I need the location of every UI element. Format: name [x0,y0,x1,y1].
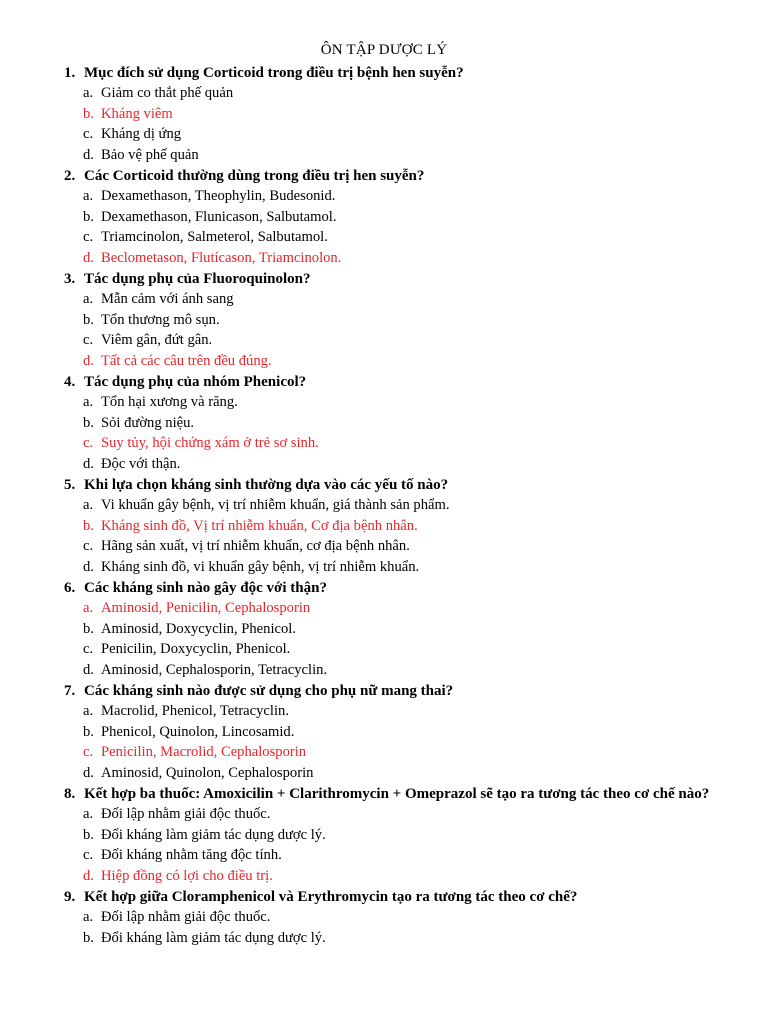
question-heading [64,680,744,701]
question-heading [64,886,744,907]
option-text: Bảo vệ phế quản [101,146,199,163]
option-text: Aminosid, Doxycyclin, Phenicol. [101,620,296,637]
question-number: 4. [64,374,76,390]
answer-option [64,928,744,949]
option-text: Tổn hại xương và răng. [101,394,238,410]
option-letter: c. [83,435,94,451]
question-number: 6. [64,580,76,596]
question-heading [64,577,744,598]
option-text: Hiệp đồng có lợi cho điều trị. [101,867,273,884]
question-1 [64,62,744,165]
option-text: Sỏi đường niệu. [101,414,195,431]
question-text: Kết hợp ba thuốc: Amoxicilin + Clarithromycin + Omeprazol sẽ tạo ra tương tác theo cơ chế nào? [84,786,710,802]
correct-answer-option [64,248,744,269]
option-letter: a. [83,85,94,101]
option-letter: a. [83,600,94,616]
option-letter: b. [83,208,94,225]
option-letter: b. [83,414,94,431]
correct-answer-option [64,516,744,537]
option-text: Kháng viêm [101,105,173,122]
question-9 [64,886,744,948]
answer-option [64,413,744,434]
option-letter: a. [83,497,94,513]
correct-answer-option [64,598,744,619]
option-text: Beclometason, Flutícason, Triamcinolon. [101,249,342,266]
option-text: Kháng sinh đồ, vi khuẩn gây bệnh, vị trí nhiễm khuẩn. [101,558,420,575]
answer-option [64,454,744,475]
question-6 [64,577,744,680]
answer-option [64,330,744,351]
option-text: Đối kháng làm giảm tác dụng dược lý. [101,929,326,946]
option-text: Aminosid, Quinolon, Cephalosporin [101,764,314,781]
option-text: Mẫn cảm với ánh sang [101,291,234,307]
option-letter: d. [83,455,94,472]
question-text: Tác dụng phụ của Fluoroquinolon? [84,271,311,287]
option-letter: a. [83,909,94,925]
option-letter: b. [83,105,94,122]
option-text: Tổn thương mô sụn. [101,311,220,328]
answer-option [64,660,744,681]
answer-option [64,145,744,166]
option-letter: d. [83,146,94,163]
question-heading [64,371,744,392]
question-text: Các Corticoid thường dùng trong điều trị hen suyễn? [84,168,425,184]
answer-option [64,701,744,722]
option-letter: d. [83,558,94,575]
correct-answer-option [64,351,744,372]
question-heading [64,165,744,186]
option-letter: b. [83,517,94,534]
option-letter: a. [83,394,94,410]
answer-option [64,495,744,516]
question-7 [64,680,744,783]
correct-answer-option [64,742,744,763]
option-text: Độc với thận. [101,455,181,472]
question-number: 7. [64,683,76,699]
correct-answer-option [64,104,744,125]
question-5 [64,474,744,577]
question-text: Các kháng sinh nào được sử dụng cho phụ nữ mang thai? [84,683,454,699]
option-letter: a. [83,703,94,719]
question-text: Các kháng sinh nào gây độc với thận? [84,580,327,596]
option-letter: a. [83,188,94,204]
question-4 [64,371,744,474]
answer-option [64,763,744,784]
option-text: Macrolid, Phenicol, Tetracyclin. [101,703,289,719]
question-text: Kết hợp giữa Cloramphenicol và Erythromycin tạo ra tương tác theo cơ chế? [84,889,578,905]
question-2 [64,165,744,268]
option-letter: c. [83,538,94,554]
option-letter: b. [83,620,94,637]
option-letter: b. [83,826,94,843]
option-letter: a. [83,291,94,307]
page-title: ÔN TẬP DƯỢC LÝ [320,42,448,58]
option-letter: b. [83,723,94,740]
answer-option [64,639,744,660]
option-text: Kháng dị ứng [101,126,182,142]
question-8 [64,783,744,886]
option-letter: d. [83,352,94,369]
option-letter: c. [83,744,94,760]
question-list [64,62,744,948]
question-heading [64,474,744,495]
option-letter: b. [83,929,94,946]
question-text: Khi lựa chọn kháng sinh thường dựa vào các yếu tố nào? [84,477,449,493]
option-text: Phenicol, Quinolon, Lincosamid. [101,723,295,740]
option-letter: d. [83,867,94,884]
option-text: Đối lập nhằm giải độc thuốc. [101,806,271,822]
question-number: 2. [64,168,76,184]
option-text: Viêm gân, đứt gân. [101,332,213,348]
option-letter: d. [83,764,94,781]
question-number: 5. [64,477,76,493]
question-3 [64,268,744,371]
option-letter: a. [83,806,94,822]
answer-option [64,845,744,866]
correct-answer-option [64,866,744,887]
question-text: Tác dụng phụ của nhóm Phenicol? [84,374,307,390]
answer-option [64,310,744,331]
option-text: Penicilin, Doxycyclin, Phenicol. [101,641,291,657]
answer-option [64,289,744,310]
option-letter: c. [83,847,94,863]
option-letter: c. [83,641,94,657]
option-text: Dexamethason, Flunicason, Salbutamol. [101,208,337,225]
option-letter: c. [83,229,94,245]
question-heading [64,268,744,289]
option-text: Triamcinolon, Salmeterol, Salbutamol. [101,229,328,245]
question-number: 3. [64,271,76,287]
option-text: Giảm co thắt phế quản [101,85,234,101]
option-letter: b. [83,311,94,328]
option-text: Tất cả các câu trên đều đúng. [101,352,272,369]
answer-option [64,186,744,207]
option-text: Penicilin, Macrolid, Cephalosporin [101,744,307,760]
answer-option [64,557,744,578]
answer-option [64,392,744,413]
answer-option [64,804,744,825]
answer-option [64,825,744,846]
question-text: Mục đích sử dụng Corticoid trong điều trị bệnh hen suyễn? [84,65,464,81]
option-text: Đối kháng làm giảm tác dụng dược lý. [101,826,326,843]
option-text: Hãng sản xuất, vị trí nhiễm khuẩn, cơ địa bệnh nhân. [101,538,410,554]
option-text: Đối lập nhằm giải độc thuốc. [101,909,271,925]
option-letter: d. [83,249,94,266]
answer-option [64,536,744,557]
option-letter: c. [83,332,94,348]
answer-option [64,907,744,928]
option-text: Dexamethason, Theophylin, Budesonid. [101,188,336,204]
answer-option [64,83,744,104]
option-text: Đối kháng nhằm tăng độc tính. [101,847,282,863]
answer-option [64,722,744,743]
question-number: 8. [64,786,76,802]
question-number: 1. [64,65,76,81]
question-heading [64,62,744,83]
option-letter: d. [83,661,94,678]
option-text: Suy tủy, hội chứng xám ở trẻ sơ sinh. [101,435,319,451]
answer-option [64,124,744,145]
option-letter: c. [83,126,94,142]
answer-option [64,207,744,228]
option-text: Kháng sinh đồ, Vị trí nhiễm khuẩn, Cơ địa bệnh nhân. [101,517,418,534]
option-text: Aminosid, Penicilin, Cephalosporin [101,600,311,616]
answer-option [64,227,744,248]
option-text: Vi khuẩn gây bệnh, vị trí nhiễm khuẩn, giá thành sản phẩm. [101,497,450,513]
answer-option [64,619,744,640]
correct-answer-option [64,433,744,454]
question-heading [64,783,744,804]
option-text: Aminosid, Cephalosporin, Tetracyclin. [101,661,328,678]
question-number: 9. [64,889,76,905]
